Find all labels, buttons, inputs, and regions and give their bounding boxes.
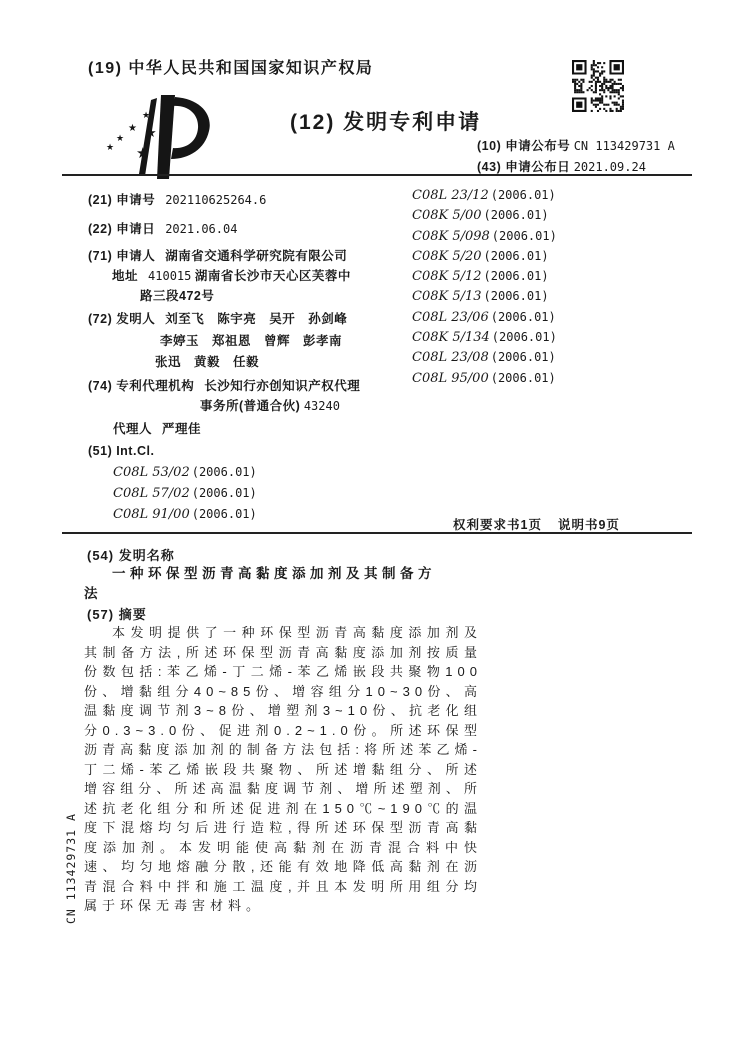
ipc-version: (2006.01) xyxy=(490,188,556,202)
ipc-row xyxy=(412,310,692,330)
intcl-version: (2006.01) xyxy=(191,507,257,521)
agent-label: 代理人 xyxy=(113,422,153,436)
ipc-code: C08K 5/20 xyxy=(412,248,482,264)
applicant-label: (71) 申请人 xyxy=(88,249,156,263)
qr-finder-bottom-left xyxy=(572,97,587,112)
ipc-version: (2006.01) xyxy=(483,208,549,223)
ipc-row xyxy=(412,229,692,249)
ipc-row xyxy=(412,350,692,370)
publication-number-label: (10) 申请公布号 xyxy=(477,139,571,153)
svg-text:★: ★ xyxy=(145,126,157,141)
inventors-row3: 张迅 黄毅 任毅 xyxy=(155,355,260,369)
invention-title-label: (54) 发明名称 xyxy=(87,548,175,563)
ipc-version: (2006.01) xyxy=(490,350,556,365)
inventors-line1 xyxy=(88,309,347,327)
ipc-version: (2006.01) xyxy=(490,370,556,385)
document-type-title: (12) 发明专利申请 xyxy=(290,111,482,134)
application-date-line xyxy=(88,219,237,237)
cnipa-logo-icon xyxy=(100,92,212,182)
intcl-row xyxy=(113,465,257,480)
application-date-label: (22) 申请日 xyxy=(88,222,156,236)
ipc-code: C08K 5/134 xyxy=(412,330,490,346)
ipc-row xyxy=(412,188,692,208)
agency-name-part2: 事务所(普通合伙) xyxy=(200,399,301,413)
applicant-name: 湖南省交通科学研究院有限公司 xyxy=(165,249,348,263)
ipc-row xyxy=(412,330,692,350)
ipc-row xyxy=(412,208,692,228)
publication-date: 2021.09.24 xyxy=(573,160,646,174)
header-divider xyxy=(62,174,692,176)
applicant-address-line2 xyxy=(140,286,214,304)
abstract-label: (57) 摘要 xyxy=(87,607,147,622)
svg-text:★: ★ xyxy=(136,144,150,162)
intcl-code: C08L 57/02 xyxy=(113,486,190,501)
intcl-code: C08L 91/00 xyxy=(113,507,190,522)
pages-note xyxy=(453,515,636,533)
svg-text:★: ★ xyxy=(116,134,125,144)
ipc-version: (2006.01) xyxy=(483,289,549,304)
ipc-code: C08K 5/12 xyxy=(412,269,482,285)
agency-line1 xyxy=(88,376,360,394)
qr-code xyxy=(572,60,624,112)
section-divider xyxy=(62,532,692,534)
description-pages: 说明书9页 xyxy=(557,518,620,532)
application-number-label: (21) 申请号 xyxy=(88,193,156,207)
bibliographic-left-column xyxy=(88,186,400,526)
ipc-version: (2006.01) xyxy=(483,248,549,263)
svg-text:★: ★ xyxy=(128,123,137,134)
intcl-label: (51) Int.Cl. xyxy=(88,444,155,458)
invention-title: 一种环保型沥青高黏度添加剂及其制备方法 xyxy=(84,566,436,601)
svg-text:★: ★ xyxy=(142,111,151,121)
publication-number-line xyxy=(477,136,675,157)
inventors-label: (72) 发明人 xyxy=(88,312,156,326)
inventors-row2: 李婷玉 郑祖恩 曾辉 彭孝南 xyxy=(160,334,343,348)
ipc-version: (2006.01) xyxy=(490,309,556,324)
application-number-line xyxy=(88,190,266,208)
ipc-version: (2006.01) xyxy=(491,330,557,345)
issuing-office: (19) 中华人民共和国国家知识产权局 xyxy=(88,60,374,77)
application-number: 202110625264.6 xyxy=(165,193,267,207)
ipc-row xyxy=(412,269,692,289)
agency-name-part1: 长沙知行亦创知识产权代理 xyxy=(204,379,361,393)
ipc-code: C08K 5/00 xyxy=(412,208,482,224)
publication-info xyxy=(477,136,675,178)
ipc-row xyxy=(412,289,692,309)
applicant-address-line1 xyxy=(112,266,351,284)
intcl-version: (2006.01) xyxy=(191,465,257,479)
ipc-code: C08K 5/098 xyxy=(412,228,490,244)
inventors-row1: 刘至飞 陈宇亮 吴开 孙剑峰 xyxy=(165,312,348,326)
claims-pages: 权利要求书1页 xyxy=(453,518,542,532)
publication-number: CN 113429731 A xyxy=(573,139,675,153)
ipc-row xyxy=(412,371,692,391)
agency-line2 xyxy=(200,396,340,414)
ipc-code: C08K 5/13 xyxy=(412,289,482,305)
intcl-row xyxy=(113,507,257,522)
applicant-line xyxy=(88,246,347,264)
intcl-row xyxy=(113,486,257,501)
ipc-version: (2006.01) xyxy=(491,228,557,243)
inventors-line2 xyxy=(160,331,342,349)
publication-date-label: (43) 申请公布日 xyxy=(477,160,571,174)
address-part1: 湖南省长沙市天心区芙蓉中 xyxy=(194,269,351,283)
address-zip: 410015 xyxy=(148,269,192,283)
intcl-version: (2006.01) xyxy=(191,486,257,500)
qr-finder-top-right xyxy=(609,60,624,75)
ipc-code: C08L 23/06 xyxy=(412,309,489,325)
ipc-row xyxy=(412,249,692,269)
application-date: 2021.06.04 xyxy=(165,222,238,236)
intcl-code: C08L 53/02 xyxy=(113,465,190,480)
svg-text:★: ★ xyxy=(106,143,115,153)
classification-right-column xyxy=(412,188,692,391)
inventors-line3 xyxy=(155,352,259,370)
address-label: 地址 xyxy=(112,269,139,283)
ipc-code: C08L 23/08 xyxy=(412,350,489,366)
intcl-header xyxy=(88,444,154,458)
agency-code: 43240 xyxy=(303,399,340,413)
side-publication-code: CN 113429731 A xyxy=(64,813,78,924)
agent-name: 严理佳 xyxy=(162,422,202,436)
ipc-code: C08L 95/00 xyxy=(412,370,489,386)
ipc-code: C08L 23/12 xyxy=(412,188,489,203)
agency-label: (74) 专利代理机构 xyxy=(88,379,195,393)
ipc-version: (2006.01) xyxy=(483,269,549,284)
abstract-text: 本发明提供了一种环保型沥青高黏度添加剂及其制备方法,所述环保型沥青高黏度添加剂按质量份数包括:苯乙烯-丁二烯-苯乙烯嵌段共聚物100份、增黏组分40~85份、增容组分10~30份、高温黏度调节剂3~8份、增塑剂3~10份、抗老化组分0.3~3.0份、促进剂0.2~1.0份。所述环保型沥青高黏度添加剂的制备方法包括:将所述苯乙烯-丁二烯-苯乙烯嵌段共聚物、所述增黏组分、所述增容组分、所述高温黏度调节剂、增所述塑剂、所述抗老化组分和所述促进剂在150℃~190℃的温度下混熔均匀后进行造粒,得所述环保型沥青高黏度添加剂。本发明能使高黏剂在沥青混合料中快速、均匀地熔融分散,还能有效地降低高黏剂在沥青混合料中拌和施工温度,并且本发明所用组分均属于环保无毒害材料。 xyxy=(84,625,482,913)
qr-finder-top-left xyxy=(572,60,587,75)
address-part2: 路三段472号 xyxy=(140,289,215,303)
agent-line xyxy=(113,419,201,437)
